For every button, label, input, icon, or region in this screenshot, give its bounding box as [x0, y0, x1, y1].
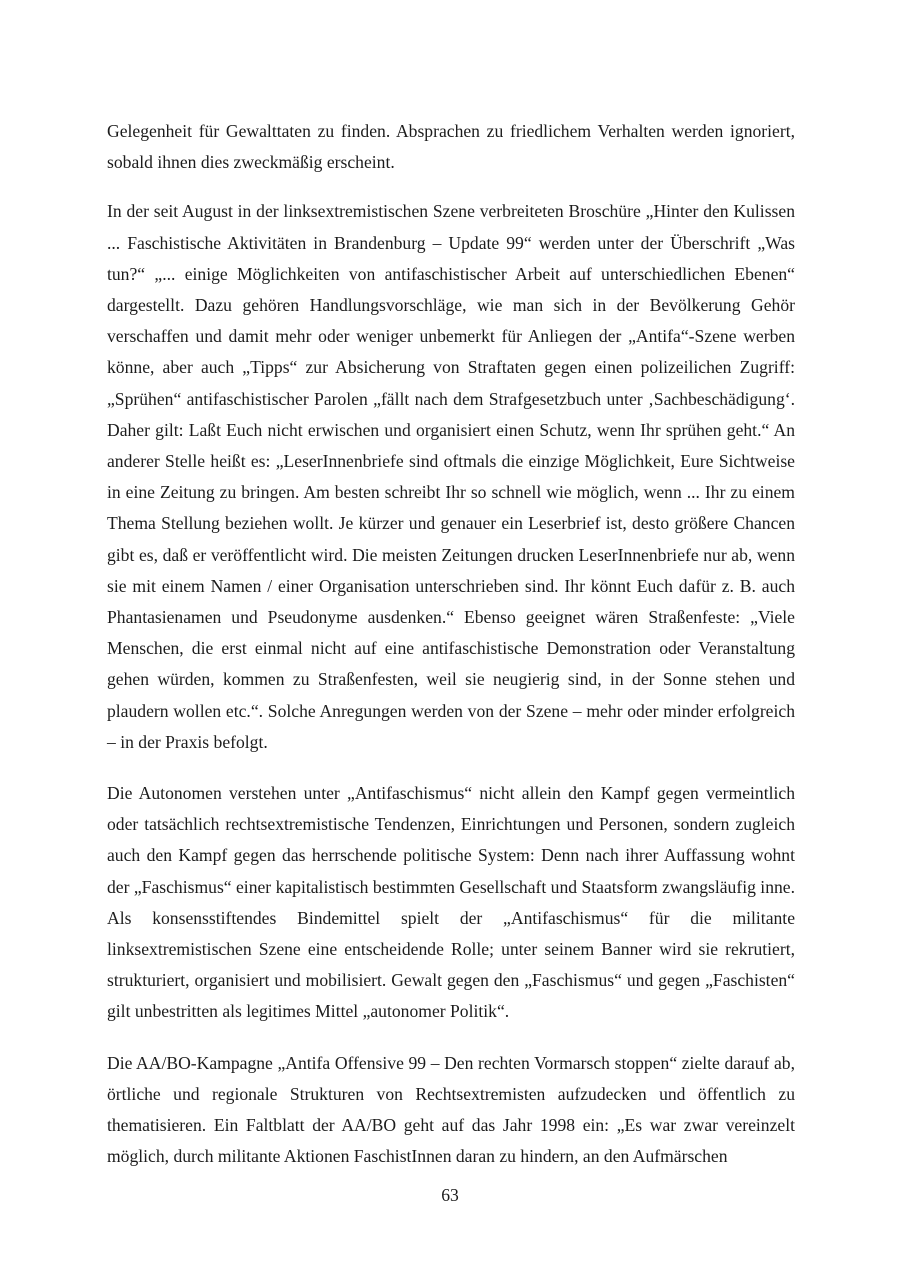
- paragraph-1: Gelegenheit für Gewalttaten zu finden. Absprachen zu friedlichem Verhalten werden ignoriert, sobald ihnen dies zweckmäßig erscheint.: [107, 121, 795, 173]
- paragraph-2: In der seit August in der linksextremistischen Szene verbreiteten Broschüre „Hinter den Kulissen ... Faschistische Aktivitäten in Brandenburg – Update 99“ werden unter der Überschrift „Was tun?“ „... einige Möglichkeiten von antifaschistischer Arbeit auf unterschiedlichen Ebenen“ dargestellt. Dazu gehören Handlungsvorschläge, wie man sich in der Bevölkerung Gehör verschaffen und damit mehr oder weniger unbemerkt für Anliegen der „Antifa“-Szene werben könne, aber auch „Tipps“ zur Absicherung von Straftaten gegen einen polizeilichen Zugriff: „Sprühen“ antifaschistischer Parolen „fällt nach dem Strafgesetzbuch unter ‚Sachbeschädigung‘. Daher gilt: Laßt Euch nicht erwischen und organisiert einen Schutz, wenn Ihr sprühen geht.“ An anderer Stelle heißt es: „LeserInnenbriefe sind oftmals die einzige Möglichkeit, Eure Sichtweise in eine Zeitung zu bringen. Am besten schreibt Ihr so schnell wie möglich, wenn ... Ihr zu einem Thema Stellung beziehen wollt. Je kürzer und genauer ein Leserbrief ist, desto größere Chancen gibt es, daß er veröffentlicht wird. Die meisten Zeitungen drucken LeserInnenbriefe nur ab, wenn sie mit einem Namen / einer Organisation unterschrieben sind. Ihr könnt Euch dafür z. B. auch Phantasienamen und Pseudonyme ausdenken.“ Ebenso geeignet wären Straßenfeste: „Viele Menschen, die erst einmal nicht auf eine antifaschistische Demonstration oder Veranstaltung gehen würden, kommen zu Straßenfesten, weil sie neugierig sind, in der Sonne stehen und plaudern wollen etc.“. Solche Anregungen werden von der Szene – mehr oder minder erfolgreich – in der Praxis befolgt.: [107, 201, 795, 752]
- page-number: 63: [441, 1185, 459, 1205]
- body-text: [107, 116, 795, 1193]
- paragraph-3: Die Autonomen verstehen unter „Antifaschismus“ nicht allein den Kampf gegen vermeintlich oder tatsächlich rechtsextremistische Tendenzen, Einrichtungen und Personen, sondern zugleich auch den Kampf gegen das herrschende politische System: Denn nach ihrer Auffassung wohnt der „Faschismus“ einer kapitalistisch bestimmten Gesellschaft und Staatsform zwangsläufig inne. Als konsensstiftendes Bindemittel spielt der „Antifaschismus“ für die militante linksextremistischen Szene eine entscheidende Rolle; unter seinem Banner wird sie rekrutiert, strukturiert, organisiert und mobilisiert. Gewalt gegen den „Faschismus“ und gegen „Faschisten“ gilt unbestritten als legitimes Mittel „autonomer Politik“.: [107, 783, 795, 1022]
- paragraph-4: Die AA/BO-Kampagne „Antifa Offensive 99 – Den rechten Vormarsch stoppen“ zielte darauf ab, örtliche und regionale Strukturen von Rechtsextremisten aufzudecken und öffentlich zu thematisieren. Ein Faltblatt der AA/BO geht auf das Jahr 1998 ein: „Es war zwar vereinzelt möglich, durch militante Aktionen FaschistInnen daran zu hindern, an den Aufmärschen: [107, 1052, 795, 1167]
